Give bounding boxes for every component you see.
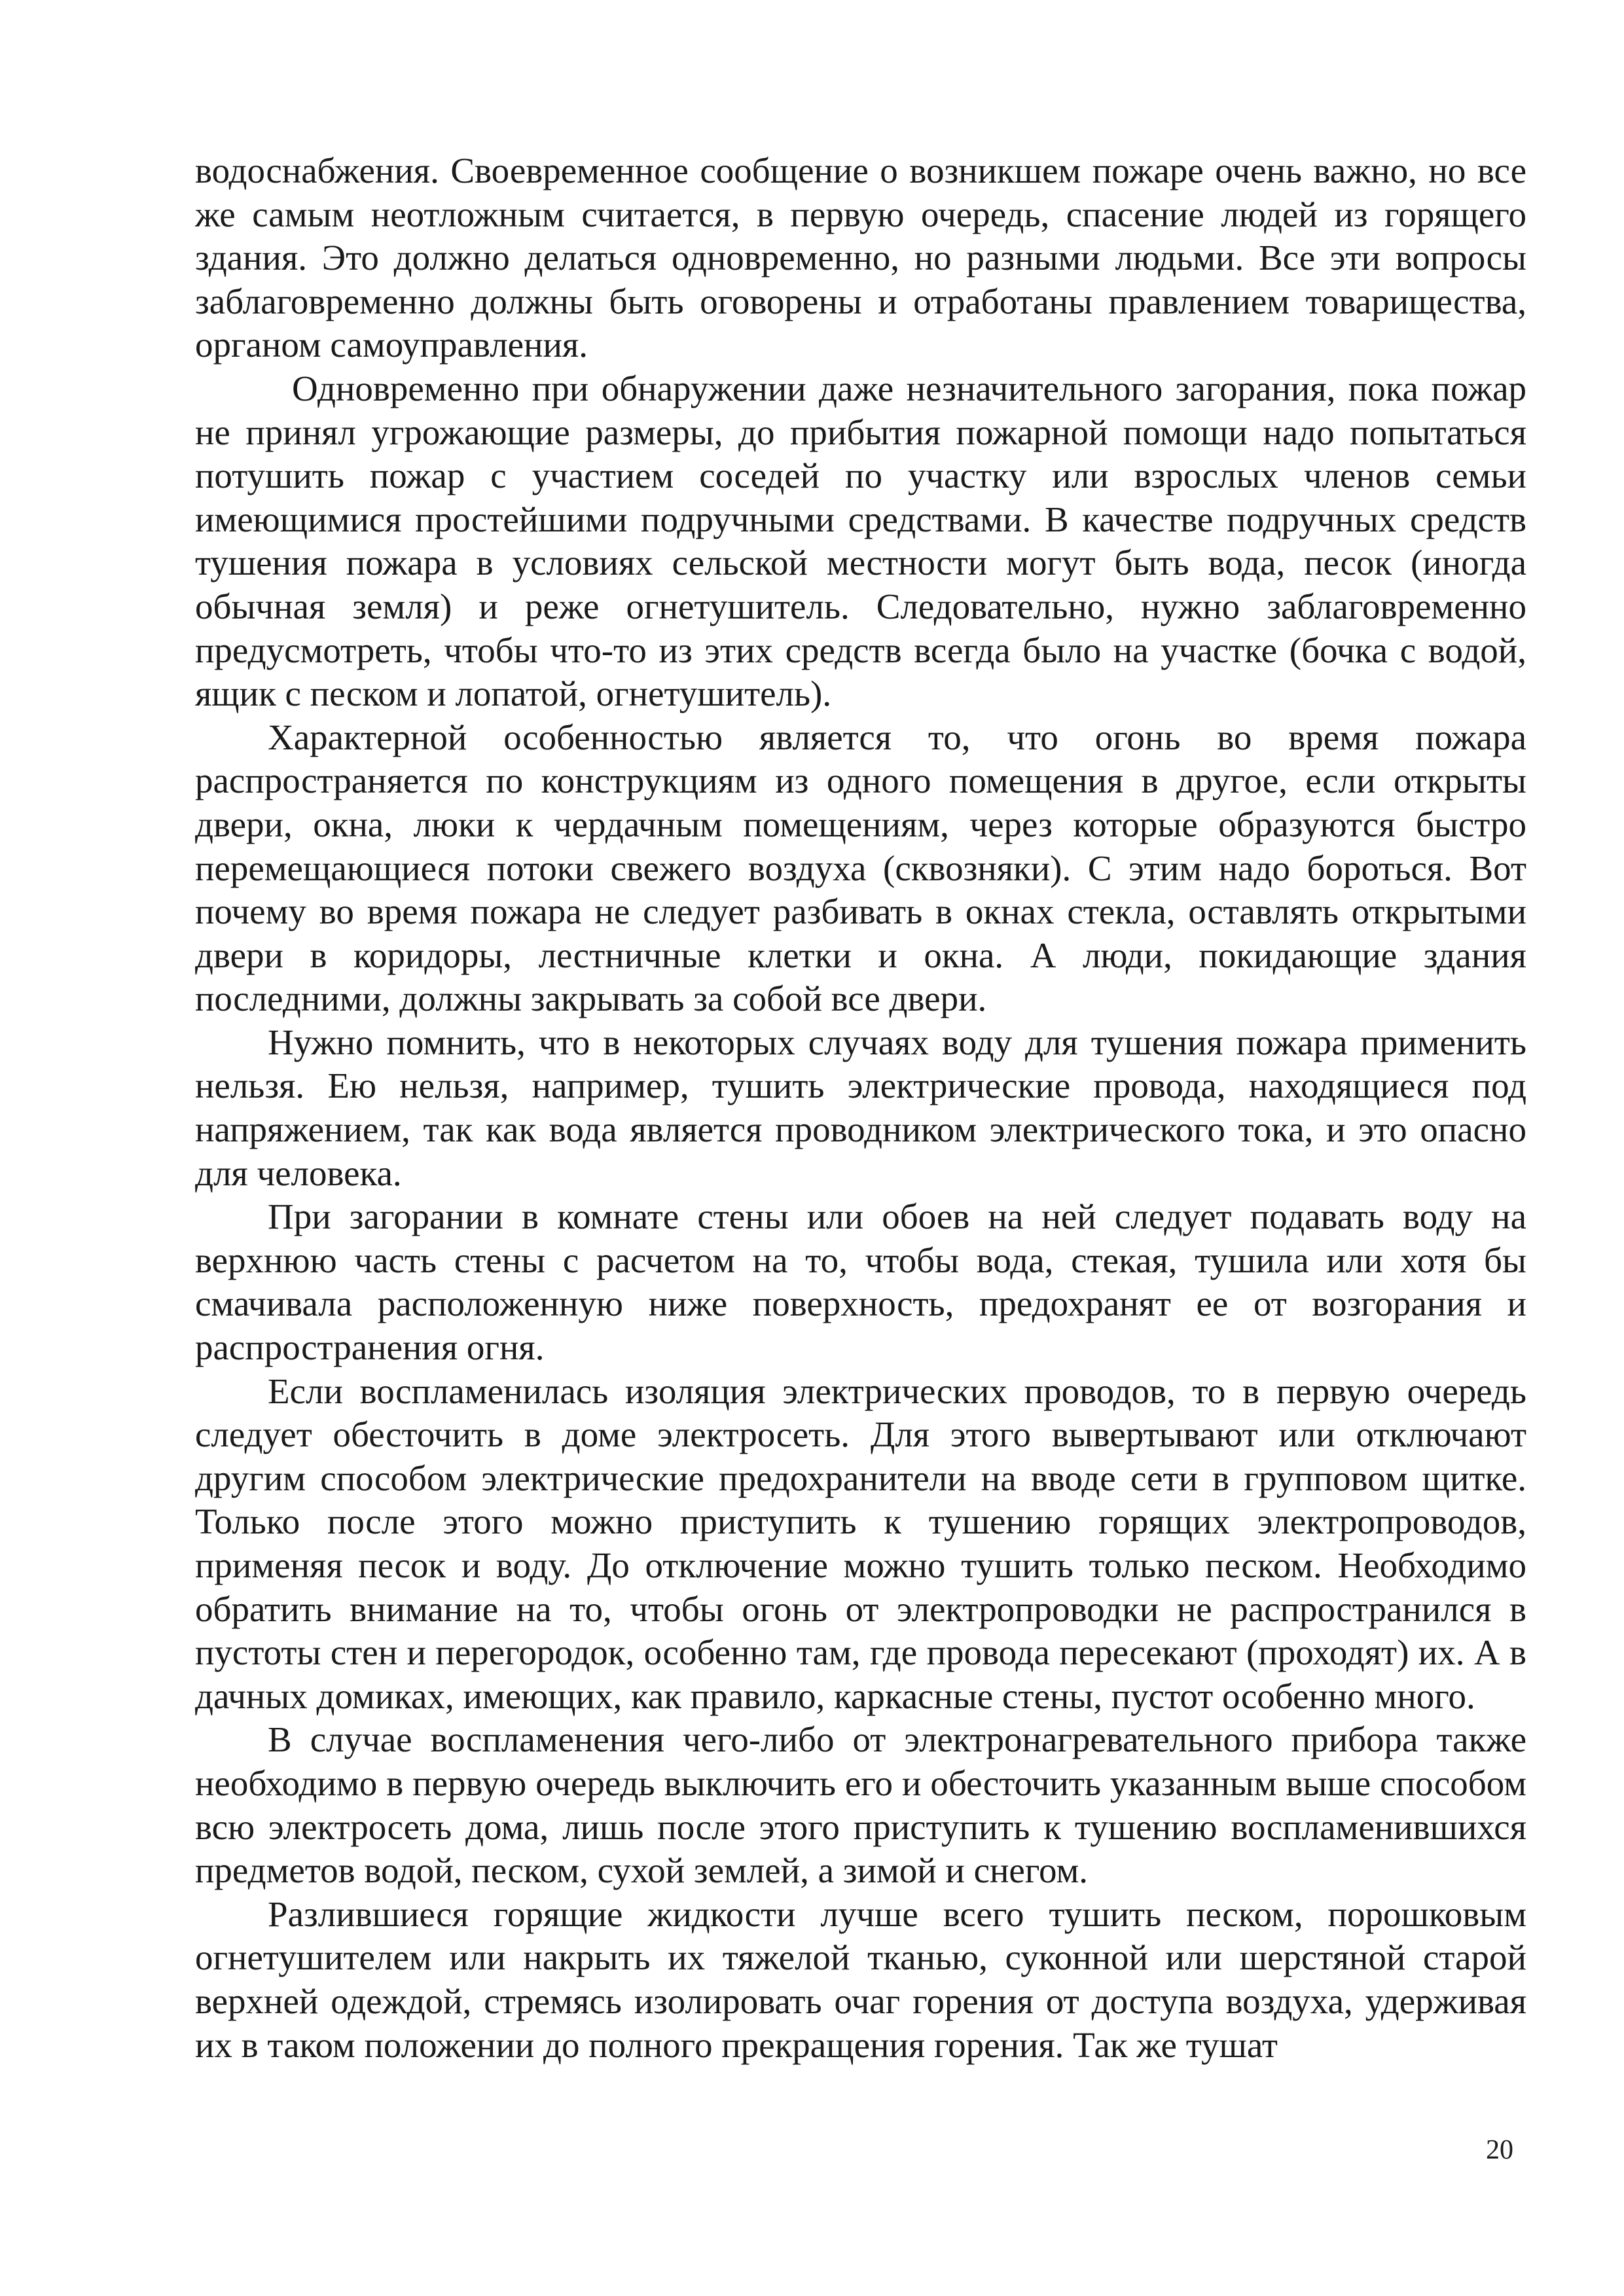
paragraph-wall-fire: При загорании в комнате стены или обоев на ней следует подавать воду на верхнюю часть стены с расчетом на то, чтобы вода, стекая, тушила или хотя бы смачивала расположенную ниже поверхность, предохранят ее от возгорания и распространения огня. xyxy=(195,1196,1526,1368)
paragraph-water-restrictions: Нужно помнить, что в некоторых случаях воду для тушения пожара применить нельзя. Ею нельзя, например, тушить электрические провода, находящиеся под напряжением, так как вода является проводником электрического тока, и это опасно для человека. xyxy=(195,1022,1526,1193)
paragraph-liquid-fire: Разлившиеся горящие жидкости лучше всего тушить песком, порошковым огнетушителем или накрыть их тяжелой тканью, суконной или шерстяной старой верхней одеждой, стремясь изолировать очаг горения от доступа воздуха, удерживая их в таком положении до полного прекращения горения. Так же тушат xyxy=(195,1893,1526,2065)
paragraph-heater-fire: В случае воспламенения чего-либо от электронагревательного прибора также необходимо в первую очередь выключить его и обесточить указанным выше способом всю электросеть дома, лишь после этого приступить к тушению воспламенившихся предметов водой, песком, сухой землей, а зимой и снегом. xyxy=(195,1719,1526,1891)
paragraph-wiring-fire: Если воспламенилась изоляция электрических проводов, то в первую очередь следует обесточить в доме электросеть. Для этого вывертывают или отключают другим способом электрические предохранители на вводе сети в групповом щитке. Только после этого можно приступить к тушению горящих электропроводов, применяя песок и воду. До отключение можно тушить только песком. Необходимо обратить внимание на то, чтобы огонь от электропроводки не распространился в пустоты стен и перегородок, особенно там, где провода пересекают (проходят) их. А в дачных домиках, имеющих, как правило, каркасные стены, пустот особенно много. xyxy=(195,1371,1526,1716)
body-text xyxy=(195,149,1526,2067)
page-number: 20 xyxy=(1486,2135,1513,2165)
paragraph-early-extinguishing: Одновременно при обнаружении даже незначительного загорания, пока пожар не принял угрожающие размеры, до прибытия пожарной помощи надо попытаться потушить пожар с участием соседей по участку или взрослых членов семьи имеющимися простейшими подручными средствами. В качестве подручных средств тушения пожара в условиях сельской местности могут быть вода, песок (иногда обычная земля) и реже огнетушитель. Следовательно, нужно заблаговременно предусмотреть, чтобы что-то из этих средств всегда было на участке (бочка с водой, ящик с песком и лопатой, огнетушитель). xyxy=(195,368,1526,714)
paragraph-fire-spread: Характерной особенностью является то, что огонь во время пожара распространяется по конструкциям из одного помещения в другое, если открыты двери, окна, люки к чердачным помещениям, через которые образуются быстро перемещающиеся потоки свежего воздуха (сквозняки). С этим надо бороться. Вот почему во время пожара не следует разбивать в окнах стекла, оставлять открытыми двери в коридоры, лестничные клетки и окна. А люди, покидающие здания последними, должны закрывать за собой все двери. xyxy=(195,717,1526,1019)
paragraph-water-supply: водоснабжения. Своевременное сообщение о возникшем пожаре очень важно, но все же самым неотложным считается, в первую очередь, спасение людей из горящего здания. Это должно делаться одновременно, но разными людьми. Все эти вопросы заблаговременно должны быть оговорены и отработаны правлением товарищества, органом самоуправления. xyxy=(195,151,1526,365)
